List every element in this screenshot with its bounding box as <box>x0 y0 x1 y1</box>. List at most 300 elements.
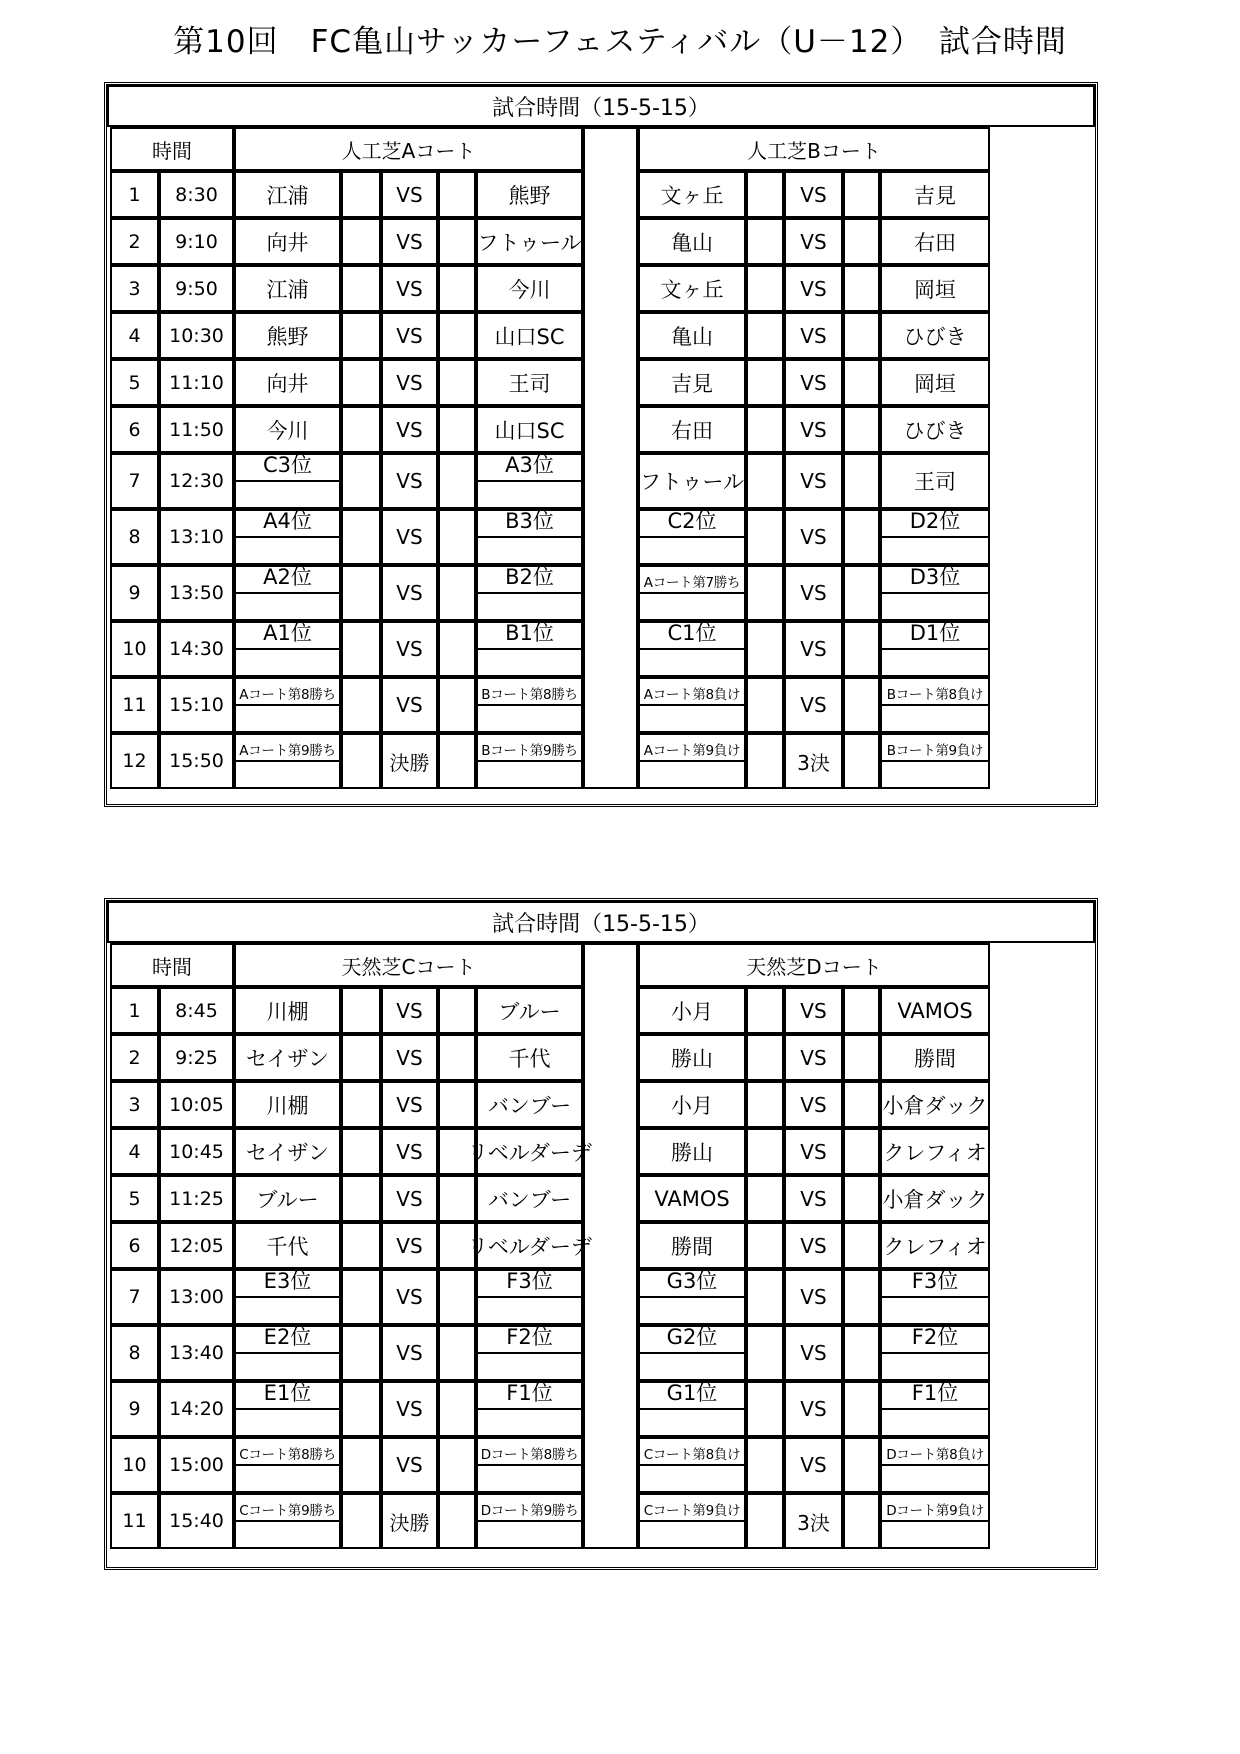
match-number: 3 <box>110 1081 159 1128</box>
left-away-team: 千代 <box>476 1034 583 1081</box>
right-home-team: G3位 <box>640 1269 744 1298</box>
score-box <box>341 1128 381 1175</box>
left-away-team: 熊野 <box>476 171 583 218</box>
score-box <box>843 1034 880 1081</box>
versus-label: VS <box>381 677 438 733</box>
left-home-team: E2位 <box>236 1325 339 1354</box>
left-home-team: A4位 <box>236 509 339 538</box>
score-box <box>438 1081 476 1128</box>
left-home-team: Cコート第8勝ち <box>236 1437 339 1466</box>
score-box <box>843 1269 880 1325</box>
left-home-team: E3位 <box>236 1269 339 1298</box>
score-box <box>438 565 476 621</box>
score-box <box>843 453 880 509</box>
right-home-team-cell <box>638 1269 746 1325</box>
versus-label: VS <box>381 1034 438 1081</box>
right-home-team: VAMOS <box>638 1175 746 1222</box>
right-home-team: 勝山 <box>638 1128 746 1175</box>
match-number: 5 <box>110 359 159 406</box>
score-box <box>746 1222 784 1269</box>
right-away-team: Bコート第9負け <box>882 733 988 762</box>
left-home-team: 向井 <box>234 218 341 265</box>
right-home-team-cell <box>638 1493 746 1549</box>
score-box <box>843 1128 880 1175</box>
versus-label: VS <box>381 218 438 265</box>
versus-label: VS <box>381 565 438 621</box>
score-box <box>341 359 381 406</box>
left-home-team-cell <box>234 1493 341 1549</box>
right-away-team: D3位 <box>882 565 988 594</box>
left-home-team: Aコート第9勝ち <box>236 733 339 762</box>
left-away-team-cell <box>476 509 583 565</box>
match-time: 11:25 <box>159 1175 234 1222</box>
score-box <box>341 1175 381 1222</box>
right-home-team: Cコート第9負け <box>640 1493 744 1522</box>
left-away-team: Bコート第9勝ち <box>478 733 581 762</box>
score-box <box>341 621 381 677</box>
right-away-team: F1位 <box>882 1381 988 1410</box>
right-away-team: 勝間 <box>880 1034 990 1081</box>
versus-label: VS <box>381 1325 438 1381</box>
score-box <box>438 218 476 265</box>
right-home-team: 亀山 <box>638 218 746 265</box>
score-box <box>438 1381 476 1437</box>
score-box <box>438 1325 476 1381</box>
score-box <box>843 1493 880 1549</box>
right-home-team: Aコート第9負け <box>640 733 744 762</box>
score-box <box>746 733 784 789</box>
left-away-team: フトゥール <box>476 218 583 265</box>
match-number: 10 <box>110 621 159 677</box>
versus-label: 決勝 <box>381 733 438 789</box>
versus-label: VS <box>381 1128 438 1175</box>
score-box <box>341 1437 381 1493</box>
right-away-team: 小倉ダック <box>880 1175 990 1222</box>
right-home-team: 文ヶ丘 <box>638 171 746 218</box>
left-home-team-cell <box>234 1325 341 1381</box>
left-away-team-cell <box>476 1269 583 1325</box>
versus-label: 3決 <box>784 1493 843 1549</box>
court-right-header: 人工芝Bコート <box>638 127 990 171</box>
right-home-team: 勝山 <box>638 1034 746 1081</box>
score-box <box>746 312 784 359</box>
right-away-team-cell <box>880 509 990 565</box>
score-box <box>438 312 476 359</box>
versus-label: VS <box>784 1325 843 1381</box>
match-time: 13:50 <box>159 565 234 621</box>
versus-label: VS <box>381 171 438 218</box>
score-box <box>341 1269 381 1325</box>
right-home-team: G2位 <box>640 1325 744 1354</box>
versus-label: VS <box>381 509 438 565</box>
left-away-team: 山口SC <box>476 312 583 359</box>
left-away-team-cell <box>476 1325 583 1381</box>
score-box <box>843 621 880 677</box>
right-away-team: 右田 <box>880 218 990 265</box>
score-box <box>746 1381 784 1437</box>
versus-label: VS <box>784 406 843 453</box>
match-number: 4 <box>110 1128 159 1175</box>
match-time: 13:00 <box>159 1269 234 1325</box>
left-away-team: F2位 <box>478 1325 581 1354</box>
match-time: 11:50 <box>159 406 234 453</box>
score-box <box>843 733 880 789</box>
right-home-team-cell <box>638 733 746 789</box>
score-box <box>438 987 476 1034</box>
match-number: 5 <box>110 1175 159 1222</box>
left-home-team: ブルー <box>234 1175 341 1222</box>
right-home-team-cell <box>638 1437 746 1493</box>
left-away-team: A3位 <box>478 453 581 482</box>
left-away-team-cell <box>476 453 583 509</box>
match-time: 12:30 <box>159 453 234 509</box>
right-away-team: 岡垣 <box>880 359 990 406</box>
score-box <box>746 1034 784 1081</box>
score-box <box>341 1222 381 1269</box>
left-away-team: F1位 <box>478 1381 581 1410</box>
right-home-team: 亀山 <box>638 312 746 359</box>
left-away-team: バンブー <box>476 1175 583 1222</box>
versus-label: VS <box>784 1437 843 1493</box>
time-column-header: 時間 <box>110 943 234 987</box>
match-time: 9:25 <box>159 1034 234 1081</box>
score-box <box>843 987 880 1034</box>
right-away-team: クレフィオ <box>880 1128 990 1175</box>
court-divider <box>583 943 638 1549</box>
score-box <box>341 453 381 509</box>
left-away-team: 山口SC <box>476 406 583 453</box>
score-box <box>438 1437 476 1493</box>
versus-label: VS <box>381 453 438 509</box>
right-away-team-cell <box>880 1325 990 1381</box>
court-right-header: 天然芝Dコート <box>638 943 990 987</box>
time-column-header: 時間 <box>110 127 234 171</box>
left-away-team: 王司 <box>476 359 583 406</box>
schedule-table-ab <box>104 82 1098 807</box>
left-home-team-cell <box>234 733 341 789</box>
score-box <box>746 677 784 733</box>
match-time: 15:50 <box>159 733 234 789</box>
left-home-team-cell <box>234 1437 341 1493</box>
right-away-team: F2位 <box>882 1325 988 1354</box>
left-home-team: 千代 <box>234 1222 341 1269</box>
match-time: 8:45 <box>159 987 234 1034</box>
score-box <box>341 1325 381 1381</box>
right-home-team-cell <box>638 1325 746 1381</box>
match-time: 10:30 <box>159 312 234 359</box>
left-away-team-cell <box>476 733 583 789</box>
versus-label: 決勝 <box>381 1493 438 1549</box>
score-box <box>341 1381 381 1437</box>
right-away-team: 岡垣 <box>880 265 990 312</box>
left-home-team: C3位 <box>236 453 339 482</box>
versus-label: VS <box>381 1381 438 1437</box>
match-number: 9 <box>110 1381 159 1437</box>
match-time: 9:50 <box>159 265 234 312</box>
score-box <box>746 987 784 1034</box>
score-box <box>438 1493 476 1549</box>
versus-label: VS <box>381 1222 438 1269</box>
match-number: 6 <box>110 1222 159 1269</box>
right-home-team-cell <box>638 1381 746 1437</box>
versus-label: VS <box>784 265 843 312</box>
match-number: 9 <box>110 565 159 621</box>
versus-label: VS <box>784 1222 843 1269</box>
left-away-team-cell <box>476 677 583 733</box>
match-number: 8 <box>110 1325 159 1381</box>
left-home-team-cell <box>234 621 341 677</box>
match-number: 10 <box>110 1437 159 1493</box>
right-away-team: 吉見 <box>880 171 990 218</box>
right-home-team: Cコート第8負け <box>640 1437 744 1466</box>
versus-label: VS <box>381 1175 438 1222</box>
score-box <box>746 453 784 509</box>
right-home-team: 右田 <box>638 406 746 453</box>
score-box <box>341 509 381 565</box>
score-box <box>843 1222 880 1269</box>
versus-label: VS <box>381 1081 438 1128</box>
versus-label: VS <box>784 453 843 509</box>
left-home-team: 今川 <box>234 406 341 453</box>
left-away-team: リベルダーデ <box>476 1128 583 1175</box>
match-time: 11:10 <box>159 359 234 406</box>
score-box <box>746 1437 784 1493</box>
left-home-team-cell <box>234 677 341 733</box>
right-away-team: D2位 <box>882 509 988 538</box>
score-box <box>843 1081 880 1128</box>
right-away-team: F3位 <box>882 1269 988 1298</box>
versus-label: VS <box>381 359 438 406</box>
left-home-team-cell <box>234 1381 341 1437</box>
right-away-team: VAMOS <box>880 987 990 1034</box>
right-home-team-cell <box>638 677 746 733</box>
score-box <box>341 1034 381 1081</box>
right-home-team-cell <box>638 509 746 565</box>
left-home-team: 江浦 <box>234 265 341 312</box>
right-away-team-cell <box>880 1437 990 1493</box>
right-away-team: Dコート第9負け <box>882 1493 988 1522</box>
left-away-team-cell <box>476 621 583 677</box>
left-away-team: ブルー <box>476 987 583 1034</box>
versus-label: VS <box>381 1269 438 1325</box>
match-number: 6 <box>110 406 159 453</box>
score-box <box>438 453 476 509</box>
versus-label: VS <box>784 677 843 733</box>
court-left-header: 人工芝Aコート <box>234 127 583 171</box>
versus-label: VS <box>381 406 438 453</box>
score-box <box>843 1175 880 1222</box>
versus-label: 3決 <box>784 733 843 789</box>
table-header: 試合時間（15-5-15） <box>107 901 1095 943</box>
score-box <box>341 1493 381 1549</box>
score-box <box>843 565 880 621</box>
right-home-team-cell <box>638 565 746 621</box>
versus-label: VS <box>381 265 438 312</box>
score-box <box>843 1325 880 1381</box>
left-away-team: B3位 <box>478 509 581 538</box>
match-time: 13:40 <box>159 1325 234 1381</box>
right-home-team: 小月 <box>638 987 746 1034</box>
versus-label: VS <box>784 509 843 565</box>
versus-label: VS <box>784 1269 843 1325</box>
left-away-team: 今川 <box>476 265 583 312</box>
score-box <box>843 509 880 565</box>
score-box <box>438 1269 476 1325</box>
score-box <box>438 733 476 789</box>
left-away-team-cell <box>476 565 583 621</box>
score-box <box>746 1175 784 1222</box>
left-home-team-cell <box>234 565 341 621</box>
match-number: 7 <box>110 1269 159 1325</box>
versus-label: VS <box>784 312 843 359</box>
match-number: 3 <box>110 265 159 312</box>
match-time: 15:10 <box>159 677 234 733</box>
score-box <box>438 406 476 453</box>
match-number: 11 <box>110 1493 159 1549</box>
left-home-team: Cコート第9勝ち <box>236 1493 339 1522</box>
score-box <box>746 218 784 265</box>
score-box <box>843 1381 880 1437</box>
score-box <box>746 265 784 312</box>
score-box <box>843 171 880 218</box>
left-home-team: 熊野 <box>234 312 341 359</box>
score-box <box>843 218 880 265</box>
score-box <box>438 509 476 565</box>
versus-label: VS <box>784 359 843 406</box>
right-away-team: D1位 <box>882 621 988 650</box>
versus-label: VS <box>381 621 438 677</box>
left-home-team: A1位 <box>236 621 339 650</box>
score-box <box>341 218 381 265</box>
left-away-team-cell <box>476 1493 583 1549</box>
left-away-team: F3位 <box>478 1269 581 1298</box>
score-box <box>341 265 381 312</box>
match-time: 9:10 <box>159 218 234 265</box>
match-time: 15:40 <box>159 1493 234 1549</box>
right-home-team: 文ヶ丘 <box>638 265 746 312</box>
page-title: 第10回 FC亀山サッカーフェスティバル（U－12） 試合時間 <box>173 24 1067 60</box>
schedule-table-cd <box>104 898 1098 1570</box>
right-away-team: ひびき <box>880 312 990 359</box>
score-box <box>438 171 476 218</box>
versus-label: VS <box>381 987 438 1034</box>
match-number: 8 <box>110 509 159 565</box>
match-number: 1 <box>110 987 159 1034</box>
versus-label: VS <box>784 1034 843 1081</box>
match-number: 1 <box>110 171 159 218</box>
match-time: 13:10 <box>159 509 234 565</box>
score-box <box>341 677 381 733</box>
score-box <box>341 565 381 621</box>
right-away-team-cell <box>880 1381 990 1437</box>
left-home-team-cell <box>234 453 341 509</box>
left-away-team-cell <box>476 1437 583 1493</box>
right-away-team: Dコート第8負け <box>882 1437 988 1466</box>
match-number: 12 <box>110 733 159 789</box>
right-away-team: クレフィオ <box>880 1222 990 1269</box>
versus-label: VS <box>784 1128 843 1175</box>
match-time: 14:30 <box>159 621 234 677</box>
left-away-team: Dコート第9勝ち <box>478 1493 581 1522</box>
versus-label: VS <box>381 1437 438 1493</box>
score-box <box>746 1128 784 1175</box>
match-time: 15:00 <box>159 1437 234 1493</box>
left-away-team: B2位 <box>478 565 581 594</box>
versus-label: VS <box>784 621 843 677</box>
versus-label: VS <box>381 312 438 359</box>
right-away-team-cell <box>880 677 990 733</box>
score-box <box>438 359 476 406</box>
score-box <box>746 1081 784 1128</box>
right-home-team: Aコート第7勝ち <box>640 565 744 594</box>
versus-label: VS <box>784 565 843 621</box>
score-box <box>843 677 880 733</box>
score-box <box>438 265 476 312</box>
right-away-team-cell <box>880 1269 990 1325</box>
score-box <box>341 1081 381 1128</box>
versus-label: VS <box>784 987 843 1034</box>
match-time: 8:30 <box>159 171 234 218</box>
right-home-team: C2位 <box>640 509 744 538</box>
score-box <box>746 621 784 677</box>
score-box <box>746 406 784 453</box>
right-home-team: G1位 <box>640 1381 744 1410</box>
left-home-team: 川棚 <box>234 987 341 1034</box>
left-home-team: E1位 <box>236 1381 339 1410</box>
score-box <box>341 406 381 453</box>
score-box <box>438 1034 476 1081</box>
right-home-team: Aコート第8負け <box>640 677 744 706</box>
right-home-team: 勝間 <box>638 1222 746 1269</box>
score-box <box>341 171 381 218</box>
match-number: 11 <box>110 677 159 733</box>
versus-label: VS <box>784 1381 843 1437</box>
left-away-team: Dコート第8勝ち <box>478 1437 581 1466</box>
score-box <box>843 312 880 359</box>
score-box <box>438 677 476 733</box>
right-home-team: 小月 <box>638 1081 746 1128</box>
match-number: 4 <box>110 312 159 359</box>
court-divider <box>583 127 638 789</box>
left-home-team: A2位 <box>236 565 339 594</box>
left-away-team: バンブー <box>476 1081 583 1128</box>
score-box <box>341 733 381 789</box>
score-box <box>746 1493 784 1549</box>
score-box <box>843 1437 880 1493</box>
left-home-team: 向井 <box>234 359 341 406</box>
table-header: 試合時間（15-5-15） <box>107 85 1095 127</box>
left-home-team: セイザン <box>234 1128 341 1175</box>
right-home-team: C1位 <box>640 621 744 650</box>
versus-label: VS <box>784 1175 843 1222</box>
match-number: 2 <box>110 1034 159 1081</box>
score-box <box>843 265 880 312</box>
match-time: 14:20 <box>159 1381 234 1437</box>
match-time: 10:45 <box>159 1128 234 1175</box>
score-box <box>746 1325 784 1381</box>
right-away-team-cell <box>880 733 990 789</box>
left-home-team-cell <box>234 1269 341 1325</box>
left-away-team: Bコート第8勝ち <box>478 677 581 706</box>
right-away-team: 王司 <box>880 453 990 509</box>
score-box <box>843 359 880 406</box>
left-away-team: リベルダーデ <box>476 1222 583 1269</box>
score-box <box>843 406 880 453</box>
score-box <box>438 1175 476 1222</box>
score-box <box>438 621 476 677</box>
match-number: 7 <box>110 453 159 509</box>
score-box <box>341 987 381 1034</box>
